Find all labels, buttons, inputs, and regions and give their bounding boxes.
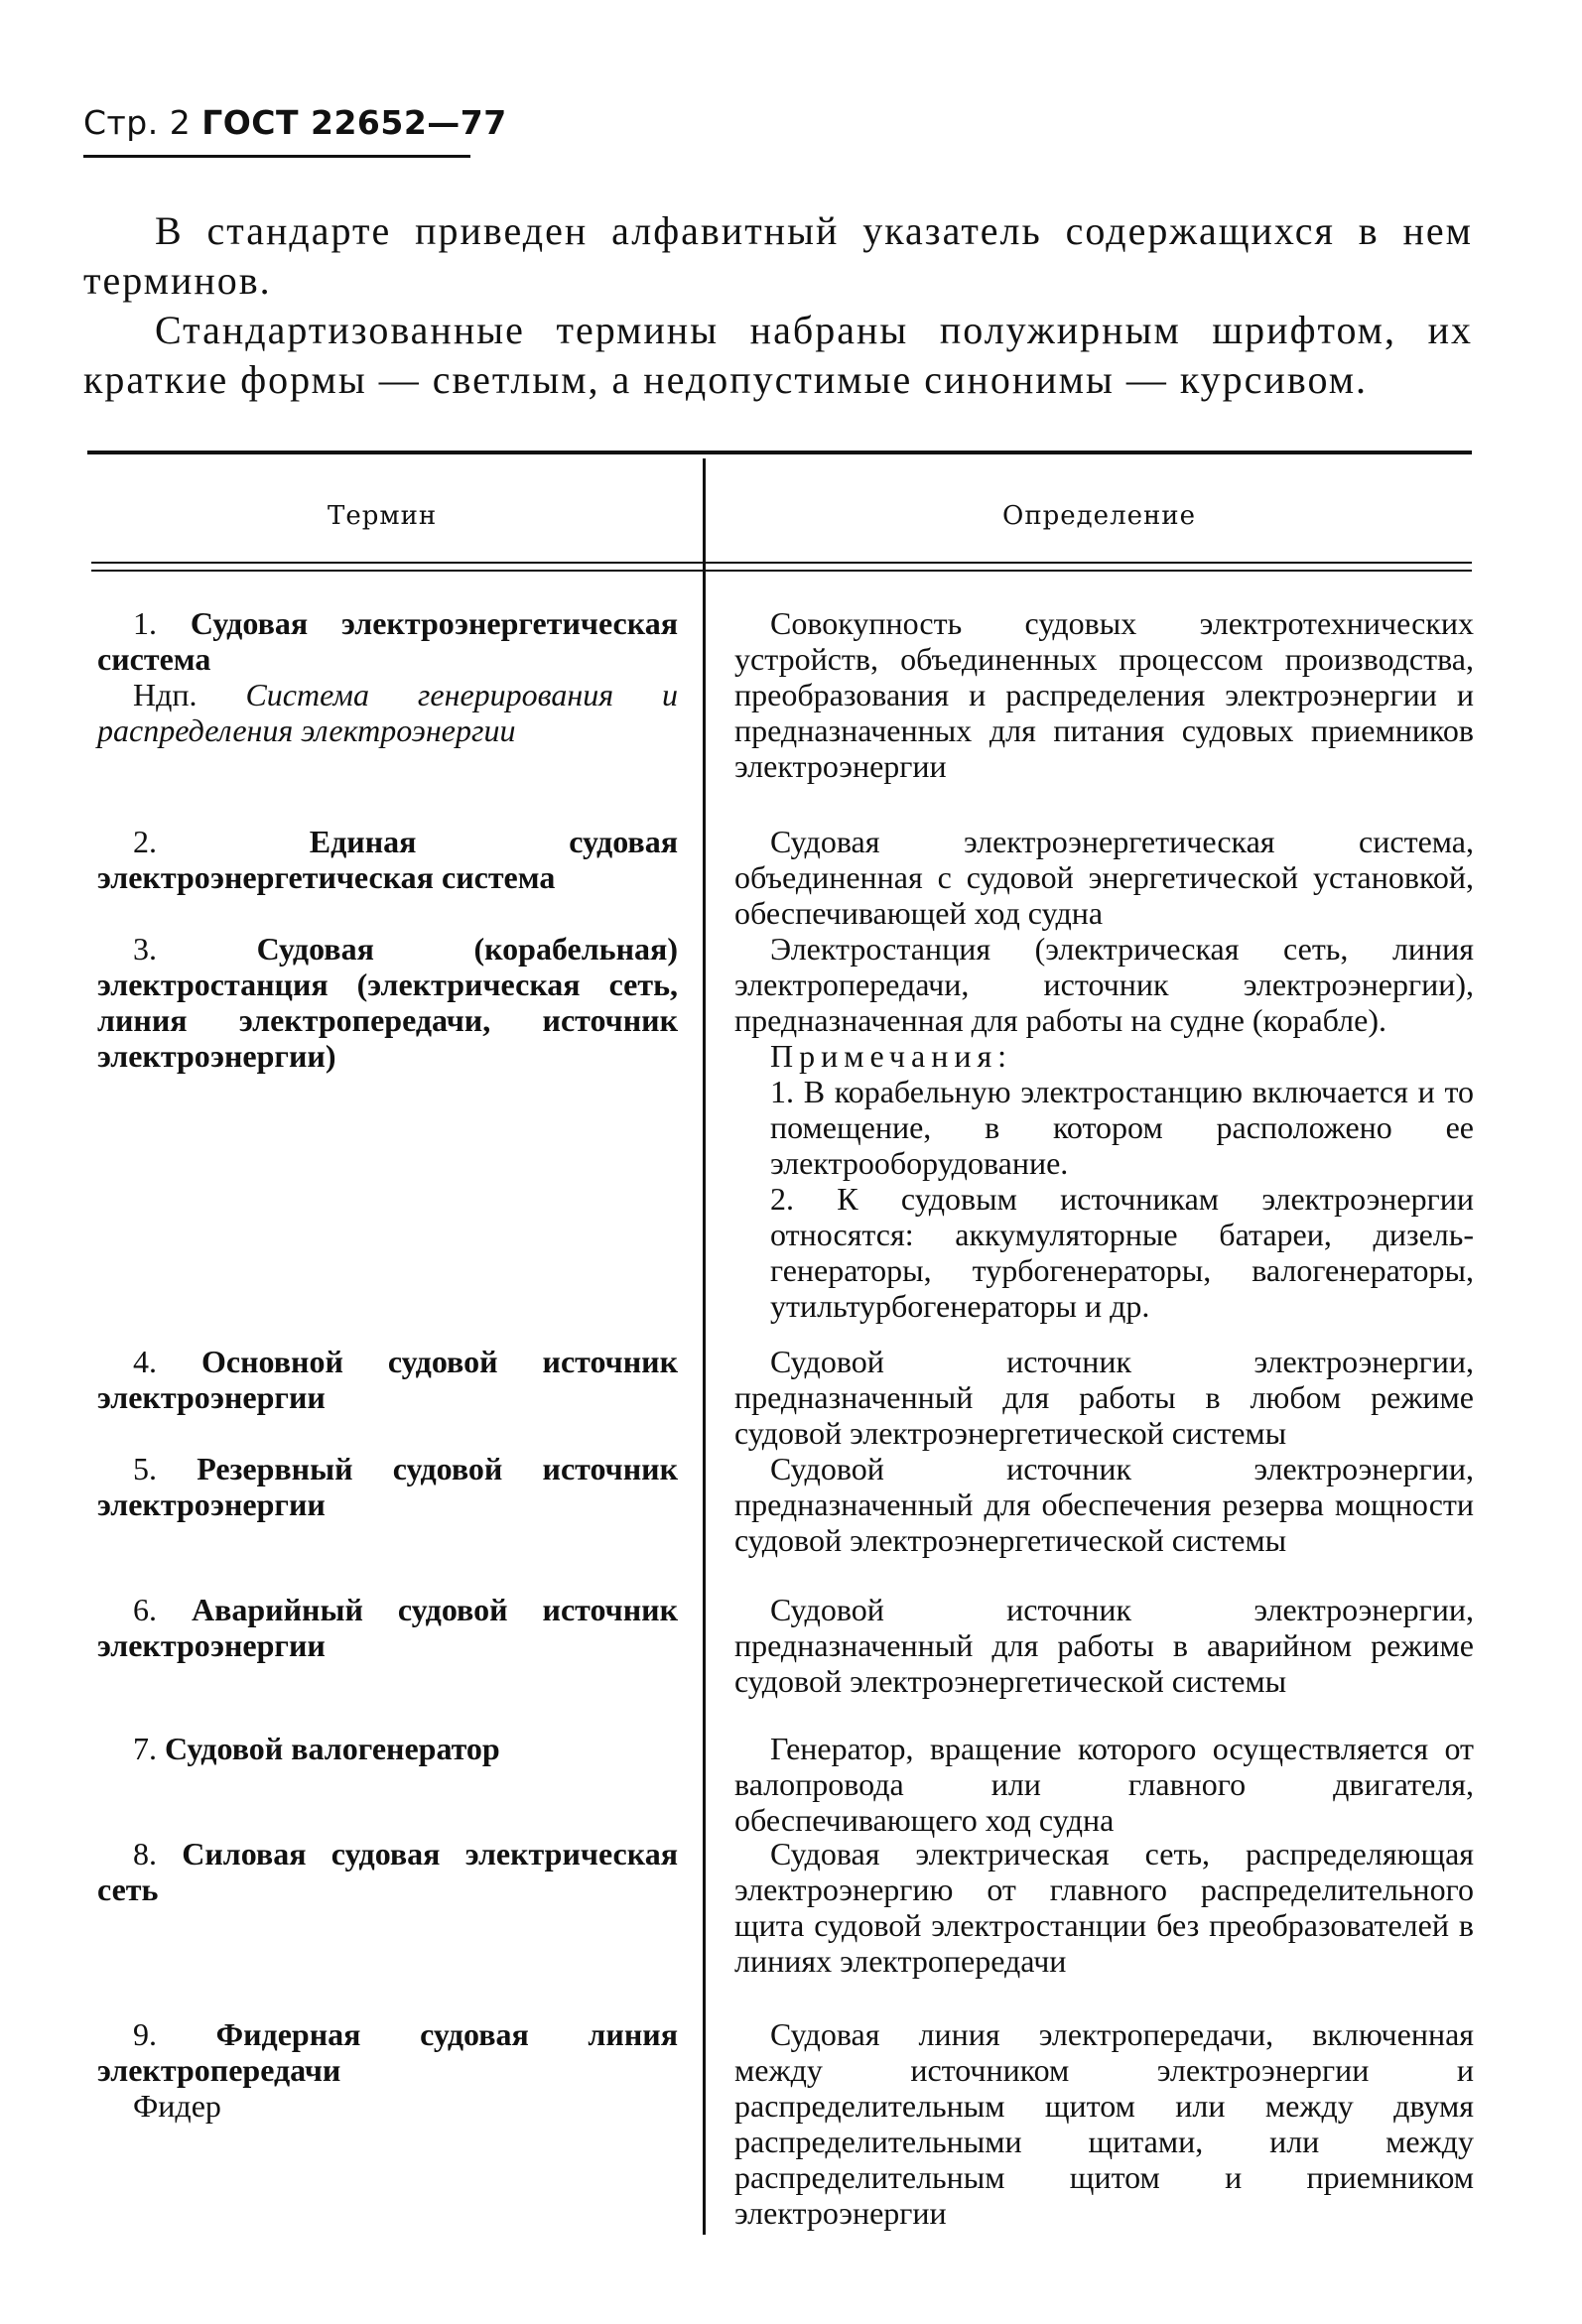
notes-title: Примечания:: [770, 1038, 1013, 1074]
intro-text: [83, 206, 1473, 405]
intro-paragraph-2: Стандартизованные термины набраны полужирным шрифтом, их краткие формы — светлым, а недопустимые синонимы — курсивом.: [83, 308, 1473, 402]
definition-entry-2: Судовая электроэнергетическая система, объединенная с судовой энергетической установкой, обеспечивающей ход судна: [734, 824, 1474, 931]
term-title: 1. Судовая электроэнергетическая система: [97, 605, 679, 677]
definition-entry-6: Судовой источник электроэнергии, предназначенный для работы в аварийном режиме судовой электроэнергетической системы: [734, 1592, 1474, 1699]
definition-entry-8: Судовая электрическая сеть, распределяющая электроэнергию от главного распределительного щита судовой электростанции без преобразователей в линиях электропередачи: [734, 1836, 1474, 1979]
intro-paragraph-1: В стандарте приведен алфавитный указатель содержащихся в нем терминов.: [83, 208, 1473, 303]
definition-entry-9: Судовая линия электропередачи, включенная между источником электроэнергии и распределительным щитом или между двумя распределительными щитами, или между распределительным щитом и приемником электроэнергии: [734, 2016, 1474, 2231]
column-header-term: Термин: [328, 501, 438, 531]
term-entry-9: [97, 2016, 678, 2124]
term-title: 7. Судовой валогенератор: [133, 1731, 500, 1766]
term-entry-4: [97, 1344, 678, 1415]
term-title: 3. Судовая (корабельная) электростанция (электрическая сеть, линия электропередачи, источник электроэнергии): [97, 931, 678, 1074]
note-1: 1. В корабельную электростанцию включается и то помещение, в котором расположено ее электрооборудование.: [770, 1074, 1474, 1181]
table-header-rule: [91, 570, 1472, 572]
definition-entry-4: Судовой источник электроэнергии, предназначенный для работы в любом режиме судовой электроэнергетической системы: [734, 1344, 1474, 1451]
term-entry-3: [97, 931, 678, 1074]
column-divider: [703, 458, 706, 2235]
table-top-rule: [87, 451, 1472, 454]
table-header-rule: [91, 562, 1472, 564]
term-entry-1: [97, 605, 678, 748]
definition-entry-7: Генератор, вращение которого осуществляется от валопровода или главного двигателя, обеспечивающего ход судна: [734, 1731, 1474, 1838]
column-header-definition: Определение: [1002, 501, 1197, 531]
definition-entry-1: Совокупность судовых электротехнических устройств, объединенных процессом производства, преобразования и распределения электроэнергии и предназначенных для питания судовых приемников электроэнергии: [734, 605, 1474, 784]
term-title: 6. Аварийный судовой источник электроэнергии: [97, 1592, 678, 1663]
term-title: 5. Резервный судовой источник электроэнергии: [97, 1451, 679, 1522]
definition-entry-3: Электростанция (электрическая сеть, линия электропередачи, источник электроэнергии), предназначенная для работы на судне (корабле). Примечания: 1. В корабельную электростанцию включается и то помещение, в котором расположено ее электрооборудование. 2. К судовым источникам электроэнергии относятся: аккумуляторные батареи, дизель-генераторы, турбогенераторы, валогенераторы, утильтурбогенераторы и др.: [734, 931, 1474, 1324]
term-entry-6: [97, 1592, 678, 1663]
standard-number: ГОСТ 22652—77: [201, 103, 507, 142]
term-entry-5: [97, 1451, 678, 1522]
term-entry-8: [97, 1836, 678, 1907]
term-title: 2. Единая судовая электроэнергетическая система: [97, 824, 678, 895]
term-entry-7: [97, 1731, 678, 1766]
header-rule: [83, 155, 470, 158]
note-2: 2. К судовым источникам электроэнергии относятся: аккумуляторные батареи, дизель-генераторы, турбогенераторы, валогенераторы, утильтурбогенераторы и др.: [770, 1181, 1474, 1324]
term-title: 8. Силовая судовая электрическая сеть: [97, 1836, 678, 1907]
page-header: [83, 103, 507, 142]
term-rejected-synonym: Ндп. Система генерирования и распределения электроэнергии: [97, 677, 678, 748]
term-entry-2: [97, 824, 678, 895]
page-label: Стр. 2: [83, 103, 192, 142]
term-title: 9. Фидерная судовая линия электропередачи: [97, 2016, 679, 2088]
term-title: 4. Основной судовой источник электроэнергии: [97, 1344, 679, 1415]
term-short-form: Фидер: [133, 2088, 221, 2124]
definition-entry-5: Судовой источник электроэнергии, предназначенный для обеспечения резерва мощности судовой электроэнергетической системы: [734, 1451, 1474, 1558]
